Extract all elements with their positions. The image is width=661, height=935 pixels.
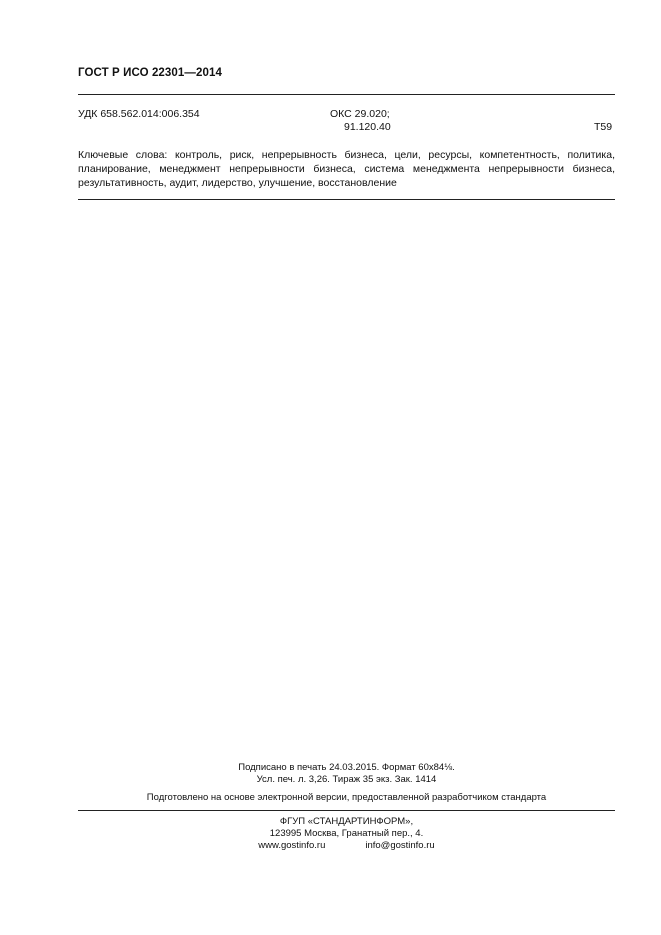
website-link[interactable]: www.gostinfo.ru: [258, 840, 326, 851]
imprint-divider: [78, 810, 615, 811]
classification-code: Т59: [594, 121, 613, 133]
email-link[interactable]: info@gostinfo.ru: [365, 840, 435, 851]
publisher-contacts: [78, 840, 615, 852]
top-divider: [78, 94, 615, 95]
publisher-address: 123995 Москва, Гранатный пер., 4.: [269, 828, 424, 839]
preparation-note: Подготовлено на основе электронной версии, предоставленной разработчиком стандарта: [146, 792, 547, 803]
udc-code: УДК 658.562.014:006.354: [78, 108, 200, 120]
document-code: ГОСТ Р ИСО 22301—2014: [78, 67, 223, 79]
signed-for-print: Подписано в печать 24.03.2015. Формат 60x84⅛.: [238, 762, 455, 773]
oks-code-line1: ОКС 29.020;: [330, 108, 390, 120]
keywords-paragraph: Ключевые слова: контроль, риск, непрерывность бизнеса, цели, ресурсы, компетентность, политика, планирование, менеджмент непрерывности бизнеса, система менеджмента непрерывности бизнеса, результативность, аудит, лидерство, улучшение, восстановление: [78, 149, 615, 189]
print-details: Усл. печ. л. 3,26. Тираж 35 экз. Зак. 1414: [256, 774, 437, 785]
publisher-name: ФГУП «СТАНДАРТИНФОРМ»,: [279, 816, 414, 827]
keywords-divider: [78, 199, 615, 200]
oks-code-line2: 91.120.40: [344, 121, 391, 133]
